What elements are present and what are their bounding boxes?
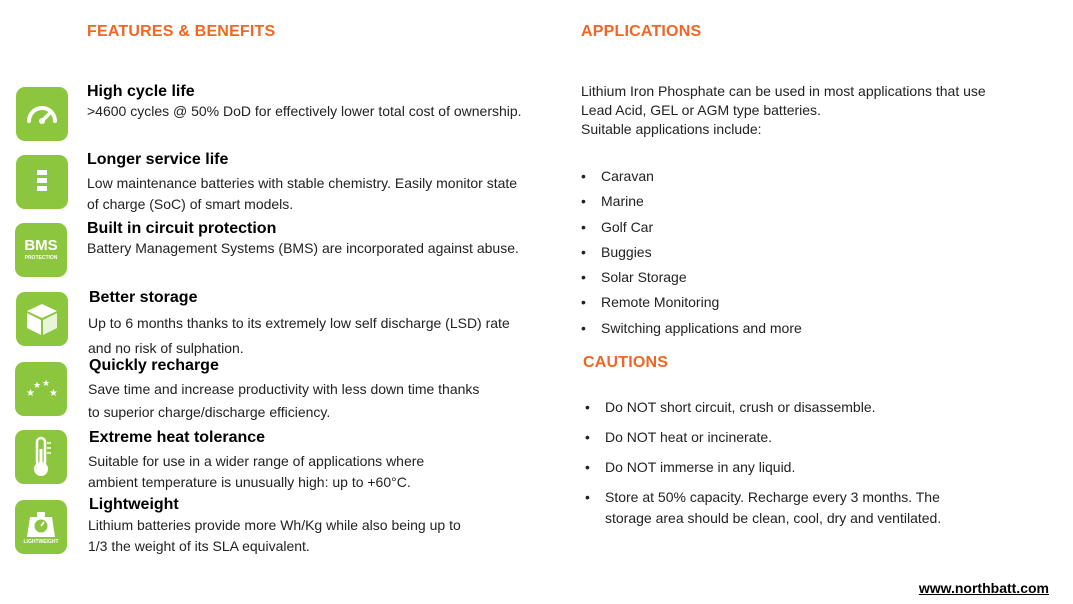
bms-icon-sublabel: PROTECTION: [24, 255, 58, 261]
caution-item: [585, 427, 941, 457]
applications-list: [581, 166, 802, 343]
intro-line: Lead Acid, GEL or AGM type batteries.: [581, 102, 821, 118]
svg-text:★: ★: [26, 388, 35, 399]
feature-title-heat-tolerance: Extreme heat tolerance: [89, 429, 266, 446]
feature-desc-heat-tolerance: [88, 451, 424, 493]
feature-title-high-cycle-life: High cycle life: [87, 83, 195, 100]
caution-text: • Do NOT short circuit, crush or disassemble.: [605, 399, 876, 415]
website-link[interactable]: www.northbatt.com: [918, 580, 1049, 596]
caution-item: [585, 487, 941, 529]
cautions-heading: CAUTIONS: [583, 354, 669, 371]
lightweight-icon-label: LIGHTWEIGHT: [23, 538, 59, 545]
feature-desc-lightweight: [88, 515, 461, 557]
feature-desc-line: ambient temperature is unusually high: up to +60°C.: [88, 474, 411, 490]
feature-desc-line: Lithium batteries provide more Wh/Kg while also being up to: [88, 517, 461, 533]
caution-text: • Do NOT heat or incinerate.: [605, 429, 773, 445]
storage-box-icon: [16, 292, 68, 346]
feature-desc-line: Suitable for use in a wider range of applications where: [88, 453, 425, 469]
list-item: • Remote Monitoring: [581, 292, 802, 317]
feature-desc-line: Up to 6 months thanks to its extremely low self discharge (LSD) rate: [88, 315, 510, 331]
caution-text: storage area should be clean, cool, dry and ventilated.: [605, 510, 942, 526]
feature-desc-line: Low maintenance batteries with stable chemistry. Easily monitor state: [87, 175, 518, 191]
cautions-list: [585, 397, 941, 529]
features-heading: FEATURES & BENEFITS: [87, 23, 276, 40]
feature-desc-quickly-recharge: [88, 379, 479, 423]
weight-scale-icon: [15, 500, 67, 554]
feature-desc-line: to superior charge/discharge efficiency.: [88, 404, 331, 420]
caution-item: [585, 397, 941, 427]
feature-title-quickly-recharge: Quickly recharge: [89, 357, 219, 374]
feature-title-lightweight: Lightweight: [89, 496, 179, 513]
list-item: • Marine: [581, 191, 802, 216]
list-item: • Buggies: [581, 242, 802, 267]
list-item: • Caravan: [581, 166, 802, 191]
svg-text:★: ★: [42, 379, 51, 389]
svg-text:★: ★: [33, 381, 42, 391]
applications-heading: APPLICATIONS: [581, 23, 702, 40]
thermometer-icon: [15, 430, 67, 484]
list-item: • Solar Storage: [581, 267, 802, 292]
feature-desc-line: and no risk of sulphation.: [88, 340, 244, 356]
feature-desc-better-storage: [88, 313, 510, 359]
feature-title-circuit-protection: Built in circuit protection: [87, 220, 277, 237]
intro-line: Lithium Iron Phosphate can be used in most applications that use: [581, 83, 986, 99]
svg-text:★: ★: [49, 388, 58, 399]
feature-title-longer-service-life: Longer service life: [87, 151, 229, 168]
speedometer-icon: [16, 87, 68, 141]
list-item: • Golf Car: [581, 217, 802, 242]
feature-desc-line: >4600 cycles @ 50% DoD for effectively lower total cost of ownership.: [87, 103, 522, 119]
feature-desc-line: of charge (SoC) of smart models.: [87, 196, 294, 212]
caution-text: • Store at 50% capacity. Recharge every 3 months. The: [605, 489, 940, 505]
bms-icon-label: BMS: [24, 237, 58, 254]
feature-desc-line: Save time and increase productivity with less down time thanks: [88, 381, 480, 397]
bms-protection-icon: [15, 223, 67, 277]
applications-intro: [581, 82, 986, 139]
feature-desc-line: 1/3 the weight of its SLA equivalent.: [88, 538, 310, 554]
intro-line: Suitable applications include:: [581, 121, 762, 137]
battery-level-icon: [16, 155, 68, 209]
feature-desc-circuit-protection: [87, 238, 519, 259]
feature-desc-line: Battery Management Systems (BMS) are incorporated against abuse.: [87, 240, 519, 256]
stars-recharge-icon: [15, 362, 67, 416]
feature-title-better-storage: Better storage: [89, 289, 198, 306]
list-item: • Switching applications and more: [581, 318, 802, 343]
feature-desc-high-cycle-life: [87, 101, 522, 122]
caution-text: • Do NOT immerse in any liquid.: [605, 459, 796, 475]
caution-item: [585, 457, 941, 487]
feature-desc-longer-service-life: [87, 173, 517, 215]
